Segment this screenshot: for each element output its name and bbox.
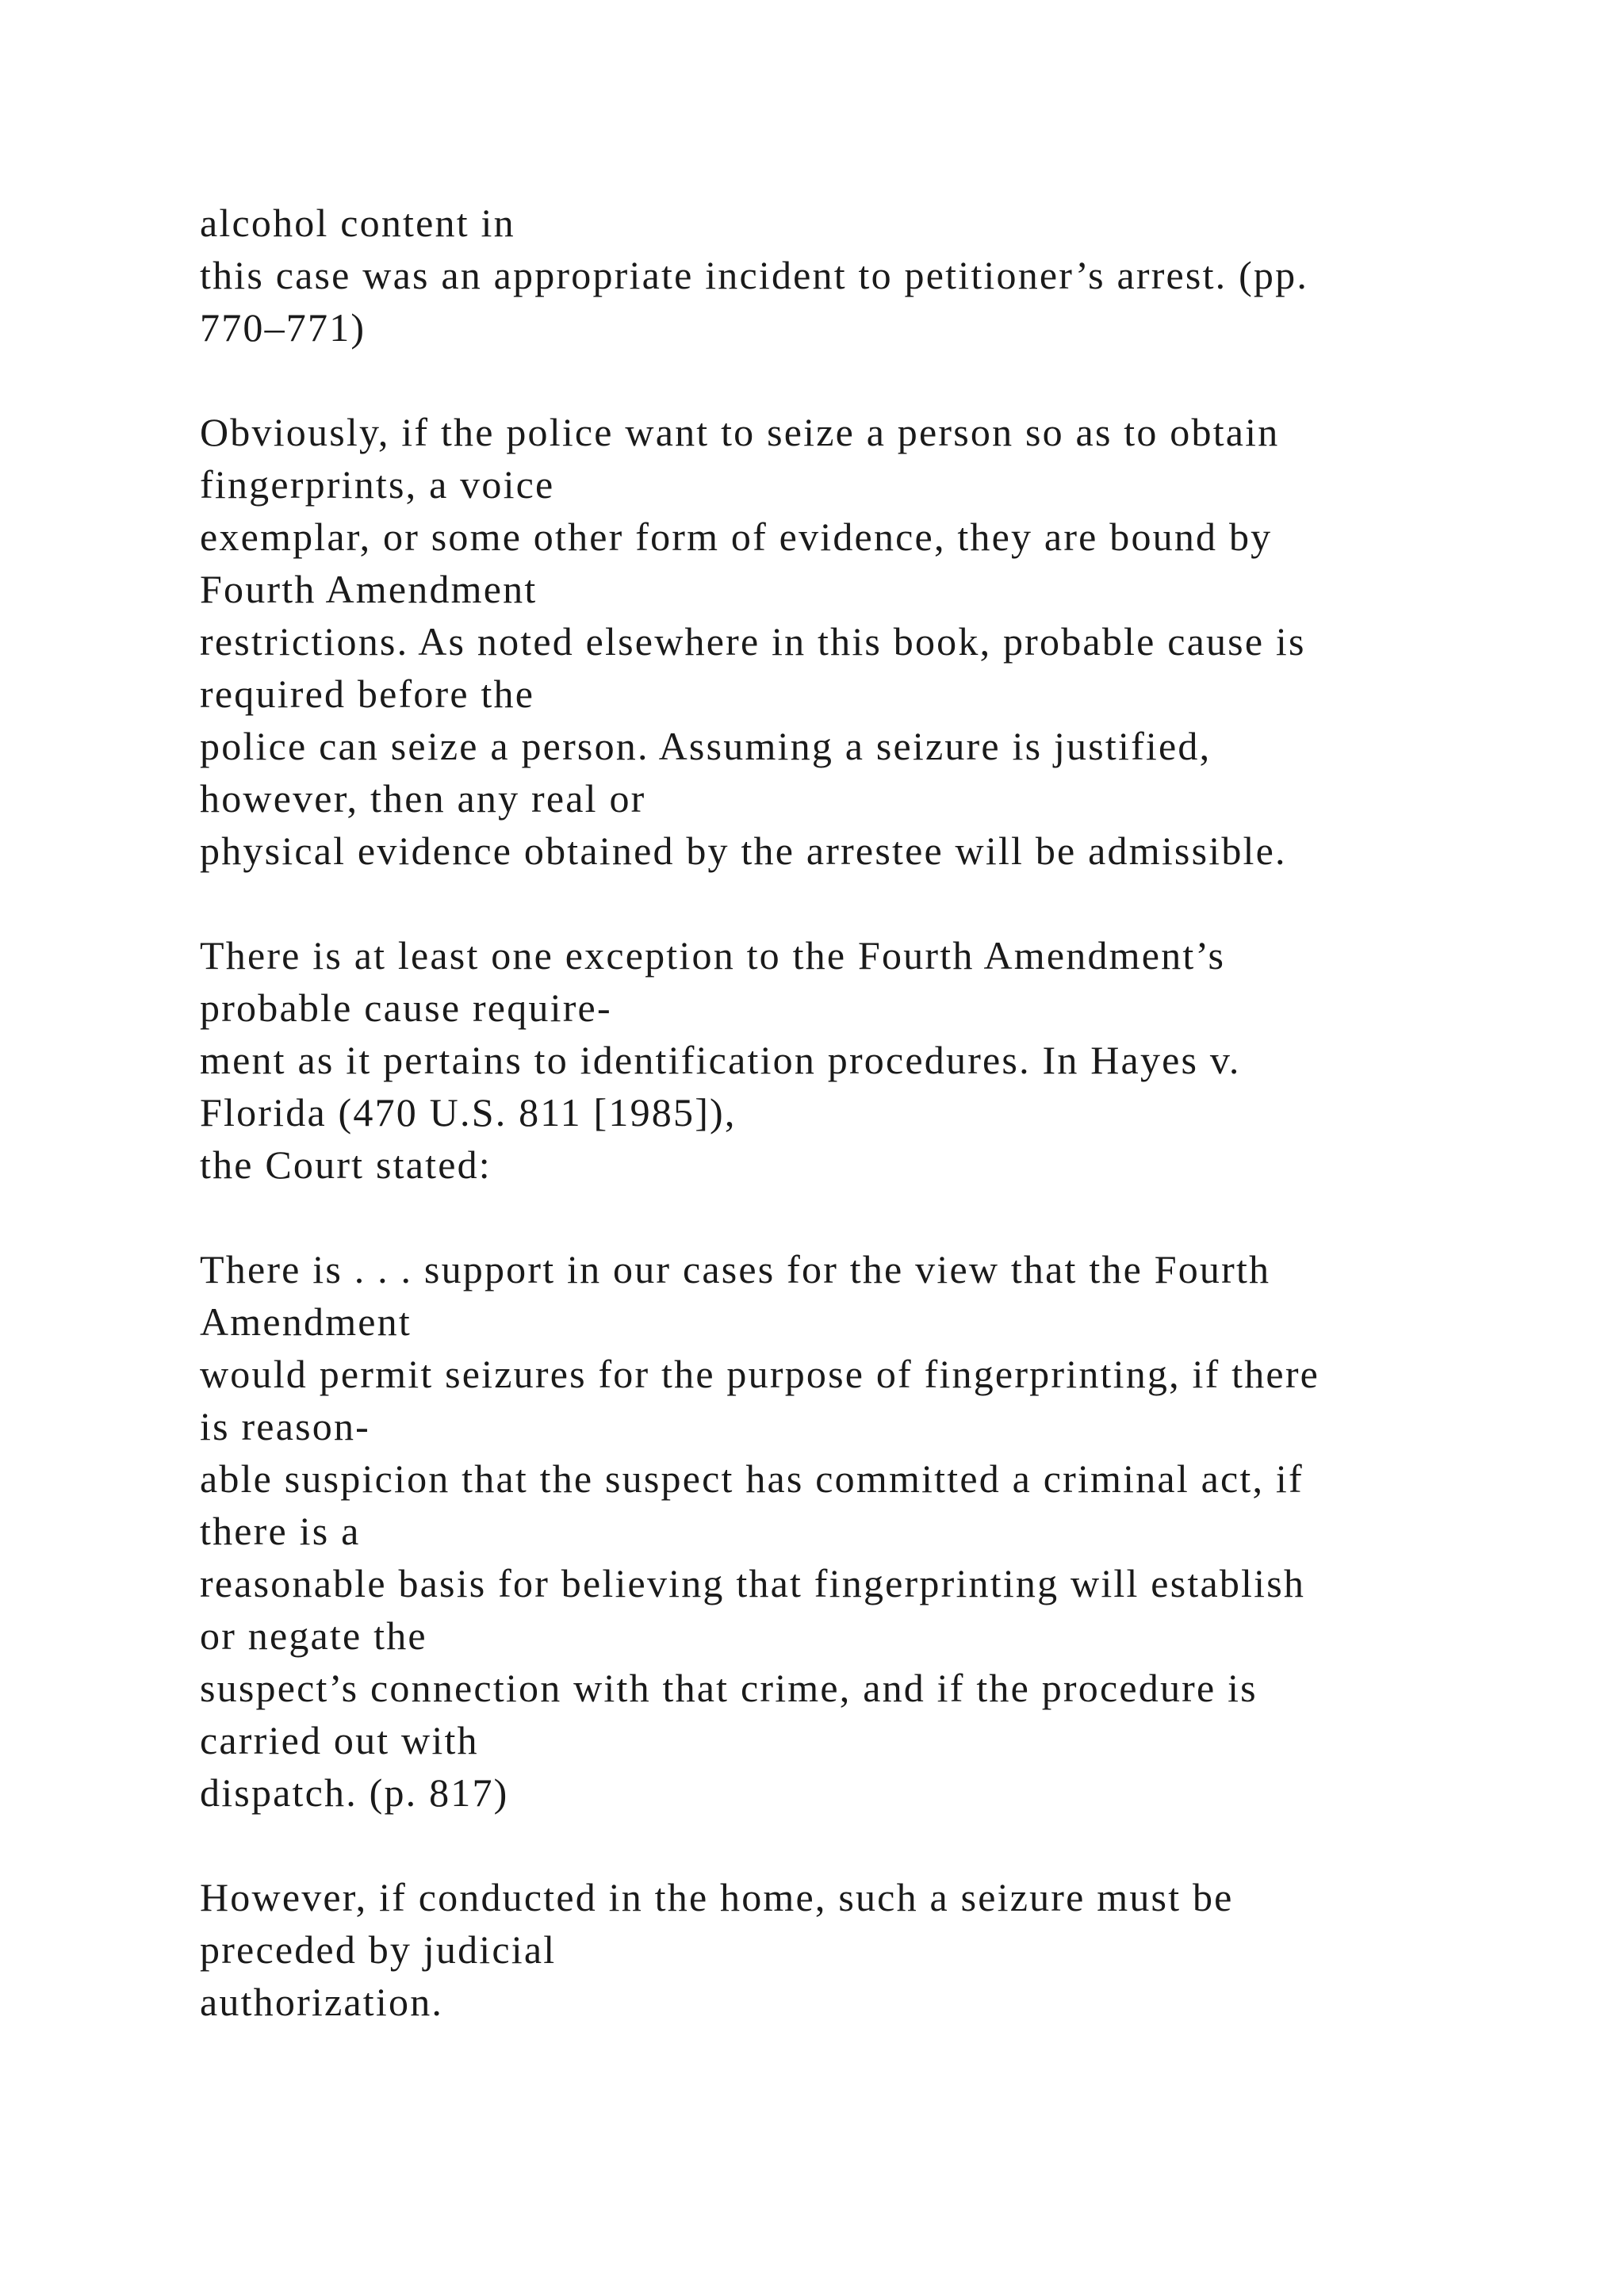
text-line: the Court stated: [200, 1142, 492, 1187]
text-line: However, if conducted in the home, such a seizure must be [200, 1875, 1234, 1919]
paragraph-4-quotation [200, 1243, 1500, 1819]
text-line: police can seize a person. Assuming a seizure is justified, [200, 724, 1212, 768]
text-line: this case was an appropriate incident to petitioner’s arrest. (pp. [200, 253, 1309, 297]
text-line: Obviously, if the police want to seize a person so as to obtain [200, 410, 1280, 454]
text-line: Fourth Amendment [200, 567, 538, 611]
paragraph-2 [200, 406, 1500, 877]
paragraph-gap [200, 1191, 1500, 1243]
text-line: required before the [200, 672, 535, 716]
text-line: ment as it pertains to identification procedures. In Hayes v. [200, 1038, 1241, 1082]
text-line: 770–771) [200, 305, 366, 350]
text-line: physical evidence obtained by the arrestee will be admissible. [200, 828, 1287, 873]
text-line: suspect’s connection with that crime, and if the procedure is [200, 1666, 1258, 1710]
text-line: Florida (470 U.S. 811 [1985]), [200, 1090, 737, 1135]
document-body [200, 197, 1500, 2028]
paragraph-5 [200, 1871, 1500, 2028]
text-line: preceded by judicial [200, 1927, 557, 1972]
paragraph-1 [200, 197, 1500, 354]
paragraph-gap [200, 354, 1500, 406]
paragraph-gap [200, 1819, 1500, 1871]
text-line: dispatch. (p. 817) [200, 1770, 509, 1815]
text-line: however, then any real or [200, 776, 646, 821]
text-line: alcohol content in [200, 201, 515, 245]
text-line: There is . . . support in our cases for the view that the Fourth [200, 1247, 1271, 1292]
text-line: is reason- [200, 1404, 370, 1448]
text-line: probable cause require- [200, 985, 612, 1030]
text-line: restrictions. As noted elsewhere in this book, probable cause is [200, 619, 1306, 664]
text-line: Amendment [200, 1299, 412, 1344]
text-line: there is a [200, 1509, 361, 1553]
paragraph-3 [200, 929, 1500, 1191]
text-line: would permit seizures for the purpose of fingerprinting, if there [200, 1352, 1320, 1396]
text-line: carried out with [200, 1718, 479, 1762]
text-line: exemplar, or some other form of evidence, they are bound by [200, 515, 1273, 559]
text-line: reasonable basis for believing that fingerprinting will establish [200, 1561, 1306, 1605]
text-line: fingerprints, a voice [200, 462, 555, 507]
text-line: able suspicion that the suspect has committed a criminal act, if [200, 1456, 1304, 1501]
text-line: There is at least one exception to the Fourth Amendment’s [200, 933, 1226, 978]
text-line: or negate the [200, 1613, 427, 1658]
paragraph-gap [200, 877, 1500, 929]
text-line: authorization. [200, 1980, 444, 2024]
